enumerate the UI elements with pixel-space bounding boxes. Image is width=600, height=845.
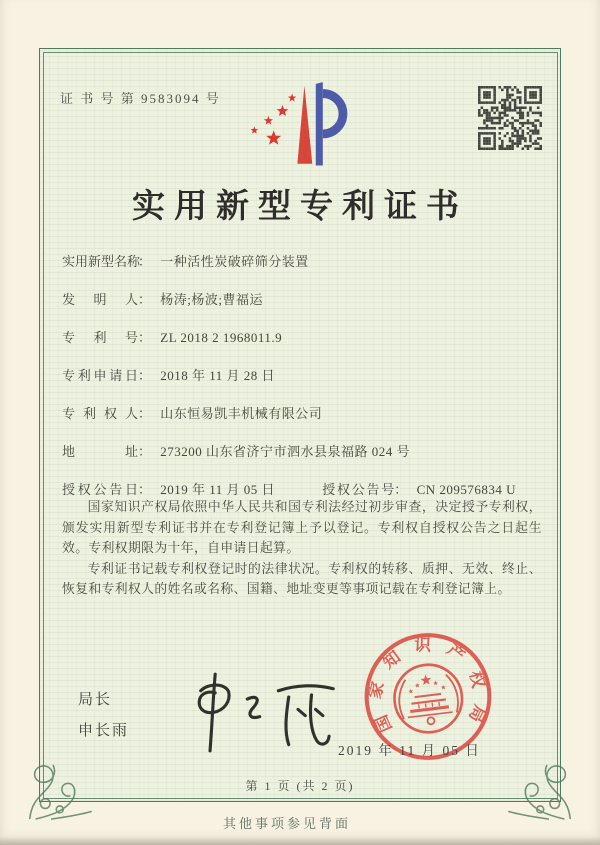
logo-wedge-icon <box>297 86 312 164</box>
grant-number-pair <box>322 482 516 497</box>
field-row-inventors <box>62 290 550 309</box>
field-label: 专利号 <box>62 330 138 345</box>
certificate-title: 实用新型专利证书 <box>132 189 468 225</box>
signatory-title: 局长 <box>78 692 113 708</box>
page-number: 第 1 页 (共 2 页) <box>245 779 355 793</box>
field-label: 专利权人 <box>62 406 138 421</box>
seal-text: 国家知识产权局 <box>365 635 491 738</box>
field-row-filing-date <box>62 366 550 385</box>
field-value: CN 209576834 U <box>416 482 517 497</box>
field-colon: ： <box>138 482 152 497</box>
logo-stars-icon <box>251 94 297 145</box>
field-colon: ： <box>138 368 152 383</box>
legal-paragraph: 国家知识产权局依照中华人民共和国专利法经过初步审查，决定授予专利权，颁发实用新型专利证书并在专利登记簿上予以登记。专利权自授权公告之日起生效。专利权期限为十年，自申请日起算。 <box>62 500 542 555</box>
field-label: 授权公告号 <box>322 482 395 497</box>
qr-code <box>478 86 542 150</box>
legal-paragraph: 专利证书记载专利权登记时的法律状况。专利权的转移、质押、无效、终止、恢复和专利权人的姓名或名称、国籍、地址变更等事项记载在专利登记簿上。 <box>62 561 542 596</box>
field-label: 发明人 <box>62 292 138 307</box>
field-label: 地址 <box>62 444 138 459</box>
fields-section <box>62 252 550 518</box>
field-value: 山东恒易凯丰机械有限公司 <box>160 406 323 421</box>
commissioner-signature <box>188 668 348 756</box>
field-colon: ： <box>138 292 152 307</box>
field-colon: ： <box>138 444 152 459</box>
field-value: 2019 年 11 月 05 日 <box>160 482 276 497</box>
floral-ornament-icon <box>22 730 114 822</box>
field-colon: ： <box>138 254 152 269</box>
legal-text-section <box>62 497 542 600</box>
logo-bar-icon <box>316 82 323 165</box>
national-emblem-icon <box>391 661 466 736</box>
certificate-number: 证 书 号 第 9583094 号 <box>60 91 221 106</box>
field-colon: ： <box>138 330 152 345</box>
field-row-patentee <box>62 404 550 423</box>
cnipa-logo-icon <box>243 82 357 170</box>
field-row-name <box>62 252 550 271</box>
field-value: 一种活性炭破碎筛分装置 <box>160 254 309 269</box>
seal-date: 2019 年 11 月 05 日 <box>338 743 481 758</box>
field-value: 2018 年 11 月 28 日 <box>160 368 276 383</box>
field-label: 实用新型名称 <box>62 254 141 269</box>
field-row-patent-number <box>62 328 550 347</box>
field-value: 杨涛;杨波;曹福运 <box>160 292 263 307</box>
field-colon: ： <box>394 482 408 497</box>
field-value: ZL 2018 2 1968011.9 <box>160 330 283 345</box>
signatory-name: 申长雨 <box>78 723 130 739</box>
back-side-note: 其他事项参见背面 <box>222 816 351 831</box>
field-row-address <box>62 442 550 461</box>
field-value: 273200 山东省济宁市泗水县泉福路 024 号 <box>160 444 411 459</box>
field-colon: ： <box>138 406 152 421</box>
field-label: 专利申请日 <box>62 368 138 383</box>
logo-p-bowl-icon <box>323 94 343 134</box>
field-label: 授权公告日 <box>62 482 138 497</box>
